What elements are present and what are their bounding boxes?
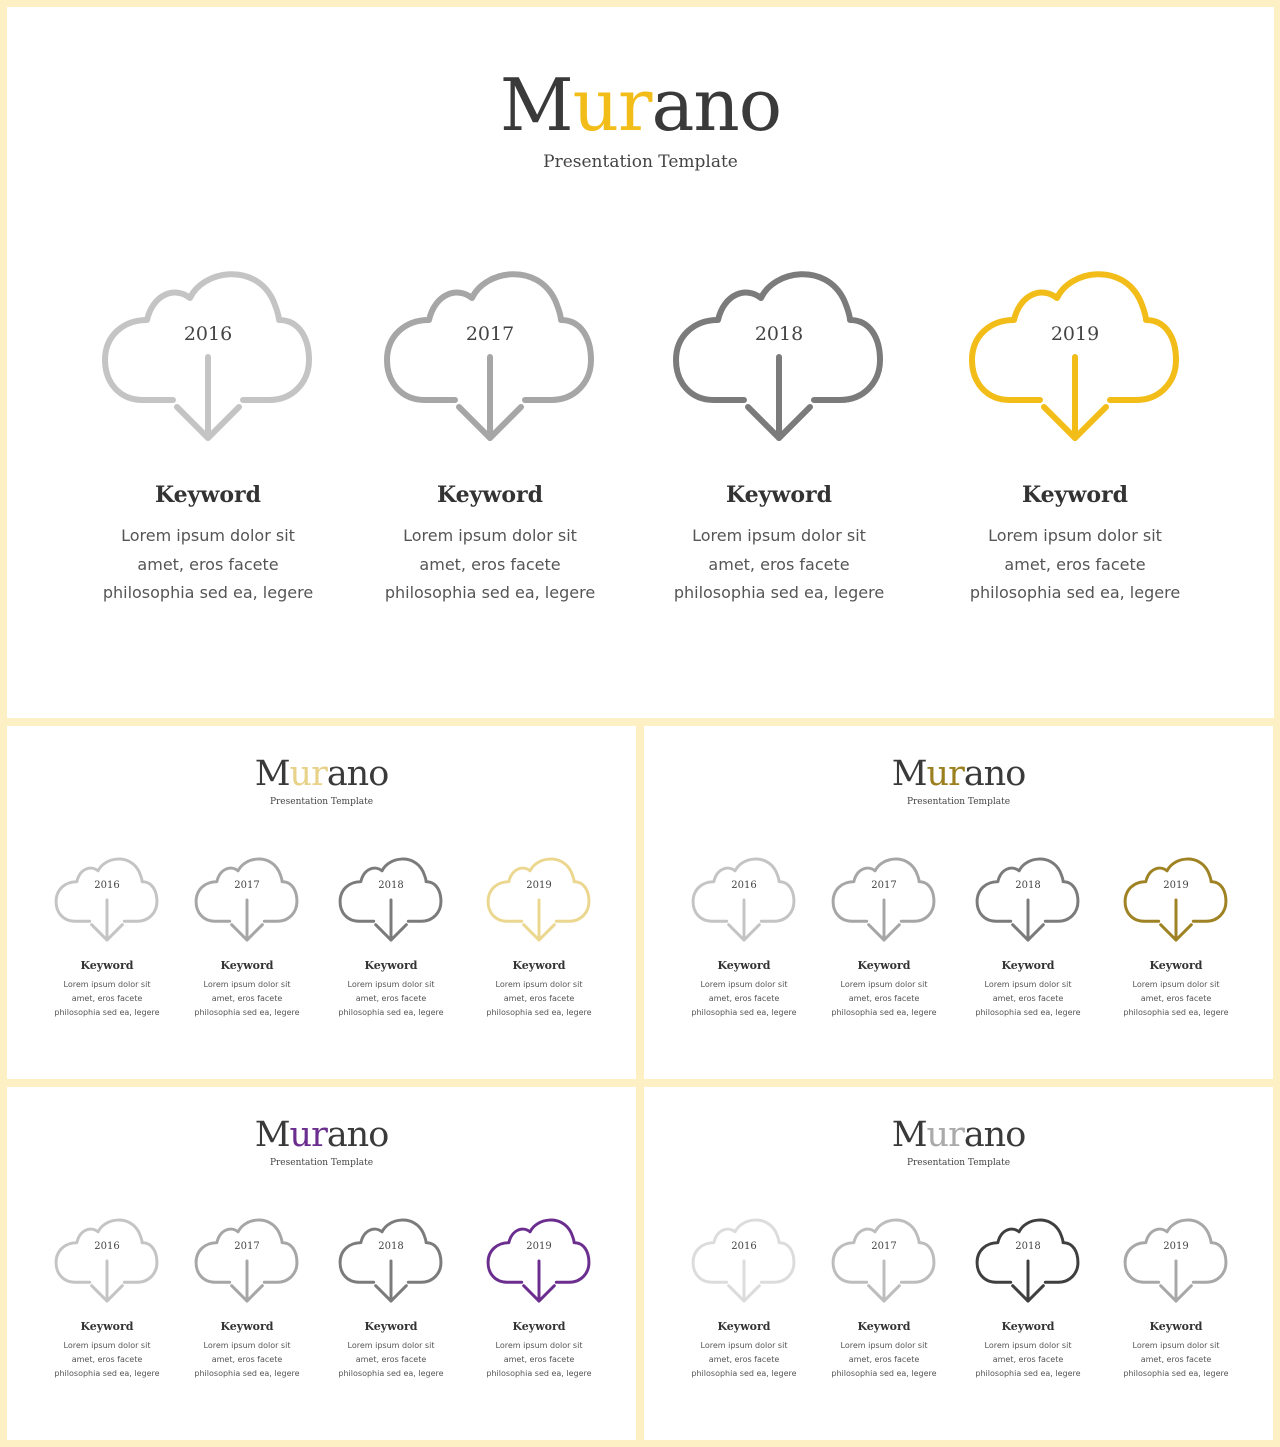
year-label: 2018 <box>1015 1241 1041 1252</box>
desc-line: philosophia sed ea, legere <box>54 1008 160 1017</box>
desc-line: amet, eros facete <box>503 1355 575 1364</box>
desc-line: amet, eros facete <box>708 994 780 1003</box>
keyword-description <box>1094 978 1258 1020</box>
title-part-3: ano <box>326 754 389 794</box>
slide-title <box>644 1115 1273 1155</box>
desc-line: amet, eros facete <box>71 1355 143 1364</box>
timeline-item-2019 <box>487 853 591 1023</box>
cloud-download-icon <box>339 1214 443 1303</box>
desc-line: philosophia sed ea, legere <box>102 583 314 602</box>
keyword-heading: Keyword <box>1149 1320 1203 1333</box>
desc-line: Lorem ipsum dolor sit <box>63 980 151 989</box>
year-label: 2018 <box>378 880 404 891</box>
desc-line: philosophia sed ea, legere <box>338 1369 444 1378</box>
timeline-item-2019 <box>1124 1214 1228 1384</box>
desc-line: Lorem ipsum dolor sit <box>495 1341 583 1350</box>
desc-line: amet, eros facete <box>848 1355 920 1364</box>
desc-line: Lorem ipsum dolor sit <box>203 980 291 989</box>
keyword-description <box>165 978 329 1020</box>
title-part-accent: ur <box>289 1115 327 1155</box>
slide-title <box>644 754 1273 794</box>
title-part-1: M <box>891 754 927 794</box>
timeline-item-2018 <box>339 853 443 1023</box>
keyword-description <box>73 522 343 608</box>
slide-main <box>7 7 1274 718</box>
desc-line: philosophia sed ea, legere <box>1123 1008 1229 1017</box>
year-label: 2019 <box>1050 323 1100 345</box>
desc-line: philosophia sed ea, legere <box>975 1008 1081 1017</box>
cloud-download-icon <box>970 262 1180 442</box>
year-label: 2018 <box>754 323 804 345</box>
desc-line: Lorem ipsum dolor sit <box>63 1341 151 1350</box>
desc-line: amet, eros facete <box>355 1355 427 1364</box>
desc-line: Lorem ipsum dolor sit <box>203 1341 291 1350</box>
desc-line: amet, eros facete <box>708 1355 780 1364</box>
year-label: 2018 <box>378 1241 404 1252</box>
desc-line: Lorem ipsum dolor sit <box>1132 1341 1220 1350</box>
keyword-heading: Keyword <box>512 1320 566 1333</box>
cloud-download-icon <box>103 262 313 442</box>
year-label: 2019 <box>526 1241 552 1252</box>
desc-line: amet, eros facete <box>848 994 920 1003</box>
keyword-heading: Keyword <box>364 959 418 972</box>
desc-line: Lorem ipsum dolor sit <box>988 526 1162 545</box>
desc-line: philosophia sed ea, legere <box>831 1008 937 1017</box>
cloud-download-icon <box>487 1214 591 1303</box>
keyword-heading: Keyword <box>80 1320 134 1333</box>
title-part-3: ano <box>651 63 782 147</box>
keyword-heading: Keyword <box>154 482 261 508</box>
keyword-description <box>802 978 966 1020</box>
cloud-download-icon <box>674 262 884 442</box>
year-label: 2019 <box>526 880 552 891</box>
cloud-download-icon <box>487 853 591 942</box>
desc-line: amet, eros facete <box>1140 1355 1212 1364</box>
keyword-description <box>940 522 1210 608</box>
cloud-download-icon <box>55 1214 159 1303</box>
desc-line: amet, eros facete <box>992 1355 1064 1364</box>
keyword-heading: Keyword <box>717 959 771 972</box>
desc-line: philosophia sed ea, legere <box>194 1008 300 1017</box>
timeline-item-2019 <box>487 1214 591 1384</box>
desc-line: amet, eros facete <box>503 994 575 1003</box>
timeline-item-2017 <box>195 1214 299 1384</box>
cloud-download-icon <box>1124 853 1228 942</box>
desc-line: philosophia sed ea, legere <box>54 1369 160 1378</box>
desc-line: Lorem ipsum dolor sit <box>692 526 866 545</box>
desc-line: Lorem ipsum dolor sit <box>840 1341 928 1350</box>
desc-line: philosophia sed ea, legere <box>831 1369 937 1378</box>
keyword-heading: Keyword <box>220 959 274 972</box>
timeline-item-2017 <box>385 262 595 602</box>
desc-line: Lorem ipsum dolor sit <box>347 1341 435 1350</box>
keyword-description <box>457 1339 621 1381</box>
title-part-1: M <box>254 1115 290 1155</box>
keyword-description <box>802 1339 966 1381</box>
cloud-download-icon <box>976 853 1080 942</box>
desc-line: Lorem ipsum dolor sit <box>403 526 577 545</box>
keyword-description <box>309 1339 473 1381</box>
slide-title <box>7 754 636 794</box>
desc-line: amet, eros facete <box>419 554 561 574</box>
slide-variant-4 <box>644 1087 1273 1440</box>
desc-line: philosophia sed ea, legere <box>1123 1369 1229 1378</box>
keyword-heading: Keyword <box>364 1320 418 1333</box>
desc-line: amet, eros facete <box>71 994 143 1003</box>
slide-variant-3 <box>7 1087 636 1440</box>
cloud-download-icon <box>976 1214 1080 1303</box>
timeline-item-2017 <box>832 853 936 1023</box>
timeline-item-2016 <box>103 262 313 602</box>
keyword-description <box>355 522 625 608</box>
year-label: 2017 <box>465 323 515 345</box>
year-label: 2017 <box>234 1241 260 1252</box>
desc-line: amet, eros facete <box>1004 554 1146 574</box>
keyword-heading: Keyword <box>1001 959 1055 972</box>
cloud-download-icon <box>832 1214 936 1303</box>
year-label: 2019 <box>1163 1241 1189 1252</box>
keyword-description <box>644 522 914 608</box>
keyword-heading: Keyword <box>436 482 543 508</box>
year-label: 2016 <box>731 1241 757 1252</box>
cloud-download-icon <box>55 853 159 942</box>
slide-title <box>7 65 1274 145</box>
year-label: 2017 <box>234 880 260 891</box>
title-part-accent: ur <box>572 63 652 147</box>
year-label: 2017 <box>871 1241 897 1252</box>
timeline-item-2018 <box>976 853 1080 1023</box>
slide-subtitle: Presentation Template <box>906 797 1011 807</box>
cloud-download-icon <box>692 853 796 942</box>
year-label: 2016 <box>94 1241 120 1252</box>
keyword-heading: Keyword <box>1149 959 1203 972</box>
timeline-item-2018 <box>674 262 884 602</box>
slide-variant-2 <box>644 726 1273 1079</box>
title-part-3: ano <box>326 1115 389 1155</box>
cloud-download-icon <box>339 853 443 942</box>
slide-subtitle: Presentation Template <box>543 152 738 172</box>
desc-line: philosophia sed ea, legere <box>384 583 596 602</box>
title-part-1: M <box>499 63 573 147</box>
cloud-download-icon <box>692 1214 796 1303</box>
year-label: 2019 <box>1163 880 1189 891</box>
keyword-description <box>946 978 1110 1020</box>
slide-subtitle: Presentation Template <box>906 1158 1011 1168</box>
slide-subtitle: Presentation Template <box>269 797 374 807</box>
title-part-accent: ur <box>926 1115 964 1155</box>
keyword-heading: Keyword <box>80 959 134 972</box>
cloud-download-icon <box>385 262 595 442</box>
desc-line: philosophia sed ea, legere <box>338 1008 444 1017</box>
cloud-download-icon <box>1124 1214 1228 1303</box>
timeline-item-2018 <box>339 1214 443 1384</box>
title-part-3: ano <box>963 1115 1026 1155</box>
desc-line: amet, eros facete <box>137 554 279 574</box>
timeline-item-2016 <box>55 1214 159 1384</box>
desc-line: philosophia sed ea, legere <box>969 583 1181 602</box>
keyword-description <box>1094 1339 1258 1381</box>
keyword-description <box>309 978 473 1020</box>
desc-line: philosophia sed ea, legere <box>975 1369 1081 1378</box>
timeline-item-2016 <box>692 1214 796 1384</box>
year-label: 2016 <box>183 323 233 345</box>
year-label: 2016 <box>731 880 757 891</box>
desc-line: philosophia sed ea, legere <box>673 583 885 602</box>
slide-title <box>7 1115 636 1155</box>
desc-line: philosophia sed ea, legere <box>486 1008 592 1017</box>
timeline-item-2019 <box>970 262 1180 602</box>
cloud-download-icon <box>195 1214 299 1303</box>
desc-line: Lorem ipsum dolor sit <box>1132 980 1220 989</box>
desc-line: amet, eros facete <box>1140 994 1212 1003</box>
timeline-item-2019 <box>1124 853 1228 1023</box>
desc-line: Lorem ipsum dolor sit <box>700 1341 788 1350</box>
desc-line: amet, eros facete <box>992 994 1064 1003</box>
desc-line: philosophia sed ea, legere <box>691 1369 797 1378</box>
desc-line: philosophia sed ea, legere <box>194 1369 300 1378</box>
keyword-heading: Keyword <box>857 1320 911 1333</box>
desc-line: Lorem ipsum dolor sit <box>495 980 583 989</box>
desc-line: philosophia sed ea, legere <box>691 1008 797 1017</box>
timeline-item-2016 <box>692 853 796 1023</box>
desc-line: Lorem ipsum dolor sit <box>347 980 435 989</box>
slide-variant-1 <box>7 726 636 1079</box>
keyword-description <box>457 978 621 1020</box>
title-part-3: ano <box>963 754 1026 794</box>
keyword-description <box>946 1339 1110 1381</box>
year-label: 2016 <box>94 880 120 891</box>
slide-subtitle: Presentation Template <box>269 1158 374 1168</box>
keyword-heading: Keyword <box>857 959 911 972</box>
desc-line: amet, eros facete <box>355 994 427 1003</box>
timeline-item-2016 <box>55 853 159 1023</box>
desc-line: amet, eros facete <box>211 994 283 1003</box>
desc-line: Lorem ipsum dolor sit <box>121 526 295 545</box>
keyword-heading: Keyword <box>1001 1320 1055 1333</box>
desc-line: amet, eros facete <box>708 554 850 574</box>
timeline-item-2017 <box>832 1214 936 1384</box>
desc-line: philosophia sed ea, legere <box>486 1369 592 1378</box>
keyword-heading: Keyword <box>717 1320 771 1333</box>
desc-line: Lorem ipsum dolor sit <box>984 1341 1072 1350</box>
keyword-heading: Keyword <box>220 1320 274 1333</box>
desc-line: amet, eros facete <box>211 1355 283 1364</box>
desc-line: Lorem ipsum dolor sit <box>984 980 1072 989</box>
title-part-1: M <box>891 1115 927 1155</box>
title-part-1: M <box>254 754 290 794</box>
timeline-item-2017 <box>195 853 299 1023</box>
title-part-accent: ur <box>289 754 327 794</box>
keyword-description <box>165 1339 329 1381</box>
keyword-heading: Keyword <box>725 482 832 508</box>
desc-line: Lorem ipsum dolor sit <box>700 980 788 989</box>
year-label: 2018 <box>1015 880 1041 891</box>
cloud-download-icon <box>832 853 936 942</box>
title-part-accent: ur <box>926 754 964 794</box>
keyword-heading: Keyword <box>512 959 566 972</box>
desc-line: Lorem ipsum dolor sit <box>840 980 928 989</box>
timeline-item-2018 <box>976 1214 1080 1384</box>
keyword-heading: Keyword <box>1021 482 1128 508</box>
cloud-download-icon <box>195 853 299 942</box>
year-label: 2017 <box>871 880 897 891</box>
